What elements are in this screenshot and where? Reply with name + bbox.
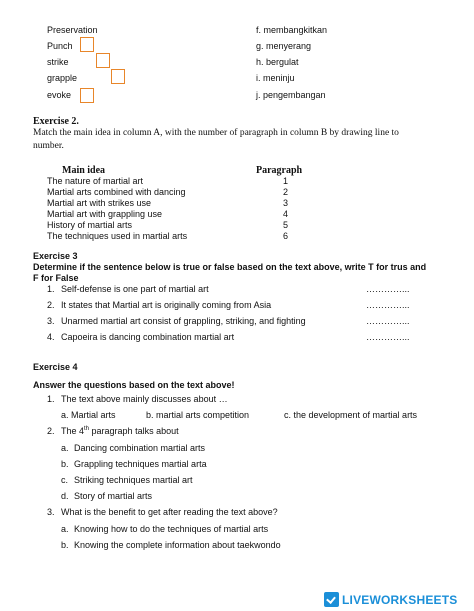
match-left-2: Punch (47, 41, 73, 51)
paragraph-number: 1 (283, 176, 289, 186)
item-number: 2. (47, 300, 55, 310)
match-right-g: g. menyerang (256, 41, 312, 51)
option-text[interactable]: Grappling techniques martial arta (74, 459, 207, 469)
match-left-4: grapple (47, 73, 78, 83)
item-number: 3. (47, 316, 55, 326)
answer-box[interactable] (80, 88, 94, 103)
item-number: 4. (47, 332, 55, 342)
match-left-3: strike (47, 57, 69, 67)
question-number: 1. (47, 394, 55, 404)
match-right-h: h. bergulat (256, 57, 299, 67)
option-text[interactable]: Knowing the complete information about taekwondo (74, 540, 281, 550)
exercise-2-instruction-cont: number. (33, 141, 64, 151)
exercise-3-instruction-cont: F for False (33, 273, 79, 283)
statement-text: It states that Martial art is originally coming from Asia (61, 300, 272, 310)
option-letter: a. (61, 443, 69, 453)
paragraph-number: 4 (283, 209, 289, 219)
paragraph-number: 5 (283, 220, 289, 230)
answer-blank[interactable]: …………... (366, 300, 410, 310)
option-letter: d. (61, 491, 69, 501)
item-number: 1. (47, 284, 55, 294)
question-number: 3. (47, 507, 55, 517)
main-idea-row: Martial arts combined with dancing (47, 187, 186, 197)
main-idea-row: The techniques used in martial arts (47, 231, 188, 241)
exercise-4-instruction: Answer the questions based on the text above! (33, 380, 235, 390)
answer-blank[interactable]: …………... (366, 332, 410, 342)
statement-text: Self-defense is one part of martial art (61, 284, 209, 294)
exercise-4-title: Exercise 4 (33, 362, 78, 372)
paragraph-number: 2 (283, 187, 289, 197)
option-text[interactable]: Knowing how to do the techniques of martial arts (74, 524, 269, 534)
match-left-5: evoke (47, 90, 72, 100)
option-text[interactable]: Striking techniques martial art (74, 475, 193, 485)
paragraph-number: 6 (283, 231, 289, 241)
question-text: What is the benefit to get after reading the text above? (61, 507, 278, 517)
option-letter: a. (61, 524, 69, 534)
option-a[interactable]: a. Martial arts (61, 410, 116, 420)
header-paragraph: Paragraph (256, 165, 303, 176)
main-idea-row: The nature of martial art (47, 176, 144, 186)
question-text (61, 426, 179, 436)
paragraph-number: 3 (283, 198, 289, 208)
match-right-i: i. meninju (256, 73, 295, 83)
answer-box[interactable] (111, 69, 125, 84)
match-left-1: Preservation (47, 25, 98, 35)
checkmark-icon (324, 592, 339, 607)
liveworksheets-logo (324, 591, 469, 608)
option-text[interactable]: Story of martial arts (74, 491, 153, 501)
option-letter: b. (61, 540, 69, 550)
answer-box[interactable] (96, 53, 110, 68)
option-text[interactable]: Dancing combination martial arts (74, 443, 206, 453)
ordinal-suffix: th (84, 426, 90, 432)
question-text: The text above mainly discusses about … (61, 394, 228, 404)
question-number: 2. (47, 426, 55, 436)
main-idea-row: History of martial arts (47, 220, 133, 230)
exercise-3-title: Exercise 3 (33, 251, 78, 261)
option-letter: b. (61, 459, 69, 469)
option-b[interactable]: b. martial arts competition (146, 410, 250, 420)
answer-box[interactable] (80, 37, 94, 52)
question-text-part: The 4 (61, 426, 85, 436)
option-letter: c. (61, 475, 69, 485)
question-text-part: paragraph talks about (89, 426, 179, 436)
answer-blank[interactable]: …………... (366, 284, 410, 294)
main-idea-row: Martial art with strikes use (47, 198, 152, 208)
answer-blank[interactable]: …………... (366, 316, 410, 326)
exercise-2-title: Exercise 2. (33, 116, 79, 127)
option-c[interactable]: c. the development of martial arts (284, 410, 418, 420)
exercise-2-instruction: Match the main idea in column A, with the number of paragraph in column B by drawing line to (33, 128, 399, 138)
statement-text: Capoeira is dancing combination martial art (61, 332, 235, 342)
match-right-j: j. pengembangan (256, 90, 326, 100)
match-right-f: f. membangkitkan (256, 25, 328, 35)
statement-text: Unarmed martial art consist of grappling, striking, and fighting (61, 316, 306, 326)
brand-name: LIVEWORKSHEETS (342, 593, 458, 607)
exercise-3-instruction: Determine if the sentence below is true or false based on the text above, write T for trus and (33, 262, 427, 272)
header-main-idea: Main idea (62, 165, 106, 176)
main-idea-row: Martial art with grappling use (47, 209, 163, 219)
